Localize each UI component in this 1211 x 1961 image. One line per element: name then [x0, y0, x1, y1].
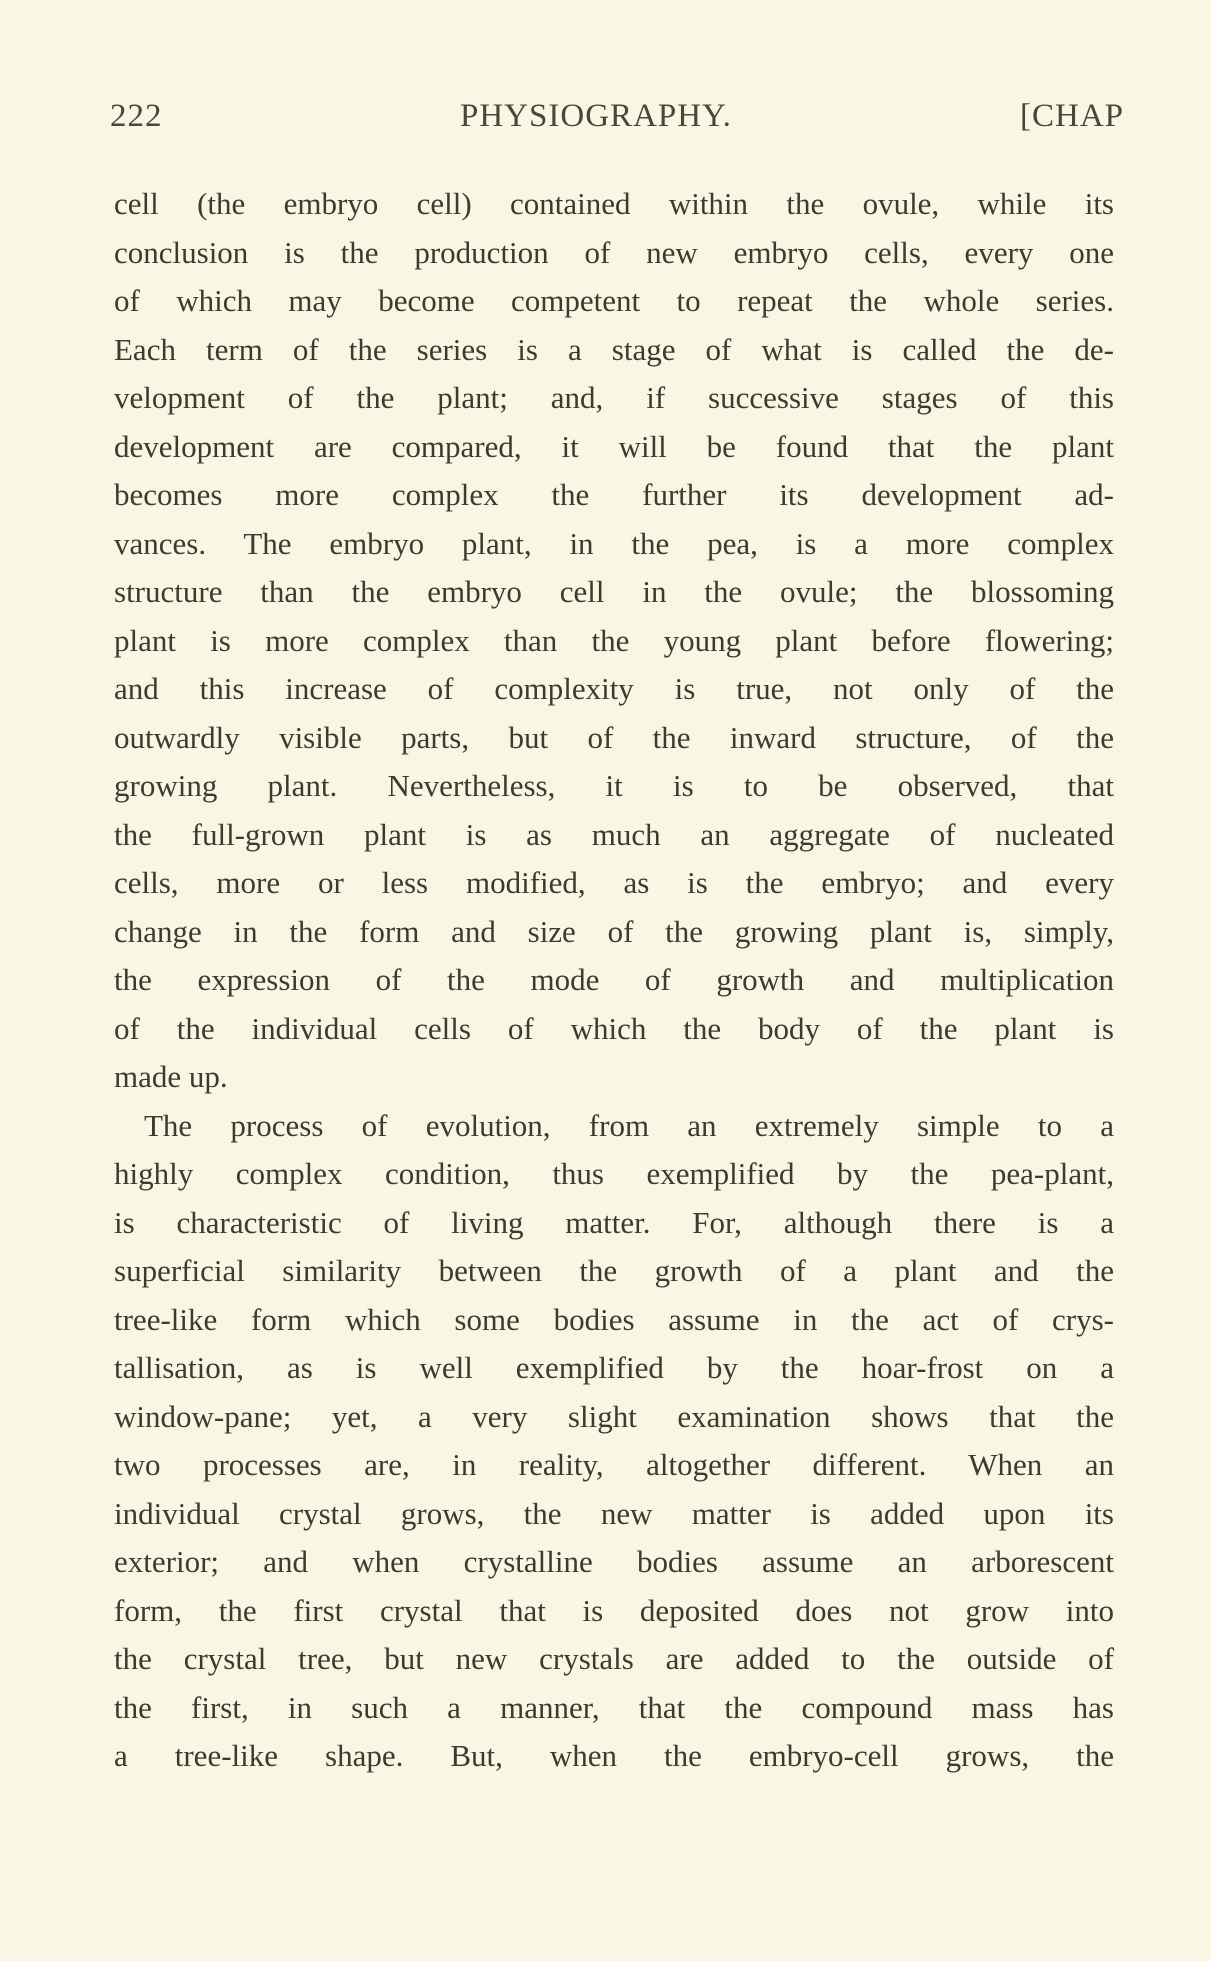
text-line: and this increase of complexity is true, not only of the [114, 671, 1114, 706]
text-line: vances. The embryo plant, in the pea, is a more complex [114, 525, 1114, 561]
text-line: superficial similarity between the growth of a plant and the [114, 1253, 1114, 1288]
chapter-mark: [CHAP [1020, 98, 1125, 134]
text-line: of which may become competent to repeat the whole series. [114, 283, 1114, 318]
text-line: two processes are, in reality, altogether different. When an [114, 1447, 1114, 1482]
paragraph-start-line: The process of evolution, from an extremely simple to a [144, 1107, 1114, 1143]
text-line: the full-grown plant is as much an aggregate of nucleated [114, 816, 1114, 852]
text-line: cell (the embryo cell) contained within the ovule, while its [114, 186, 1114, 221]
text-line: exterior; and when crystalline bodies assume an arborescent [114, 1544, 1114, 1579]
running-title: PHYSIOGRAPHY. [460, 98, 732, 134]
text-line: highly complex condition, thus exemplified by the pea-plant, [114, 1156, 1114, 1191]
text-line: is characteristic of living matter. For, although there is a [114, 1204, 1114, 1240]
text-line: growing plant. Nevertheless, it is to be observed, that [114, 768, 1114, 803]
text-line: the first, in such a manner, that the compound mass has [114, 1689, 1114, 1725]
text-line: outwardly visible parts, but of the inward structure, of the [114, 719, 1114, 755]
text-line: a tree-like shape. But, when the embryo-cell grows, the [114, 1738, 1114, 1773]
body-text [114, 180, 1114, 1781]
text-line: structure than the embryo cell in the ovule; the blossoming [114, 574, 1114, 609]
text-line: of the individual cells of which the body of the plant is [114, 1010, 1114, 1046]
text-line: individual crystal grows, the new matter is added upon its [114, 1495, 1114, 1531]
text-line: Each term of the series is a stage of what is called the de- [114, 331, 1114, 367]
page-number: 222 [110, 98, 163, 134]
page-header [0, 98, 1211, 142]
text-line: window-pane; yet, a very slight examination shows that the [114, 1398, 1114, 1434]
text-line: conclusion is the production of new embryo cells, every one [114, 234, 1114, 270]
text-line: the expression of the mode of growth and multiplication [114, 962, 1114, 997]
text-line: velopment of the plant; and, if successive stages of this [114, 380, 1114, 415]
text-line: change in the form and size of the growing plant is, simply, [114, 913, 1114, 949]
text-line: becomes more complex the further its development ad- [114, 477, 1114, 512]
paragraph-end-line: made up. [114, 1059, 228, 1094]
text-line: tree-like form which some bodies assume in the act of crys- [114, 1301, 1114, 1337]
text-line: plant is more complex than the young plant before flowering; [114, 622, 1114, 658]
text-line: development are compared, it will be found that the plant [114, 428, 1114, 464]
text-line: cells, more or less modified, as is the embryo; and every [114, 865, 1114, 900]
text-line: tallisation, as is well exemplified by the hoar-frost on a [114, 1350, 1114, 1385]
text-line: form, the first crystal that is deposited does not grow into [114, 1592, 1114, 1628]
text-line: the crystal tree, but new crystals are added to the outside of [114, 1641, 1114, 1676]
